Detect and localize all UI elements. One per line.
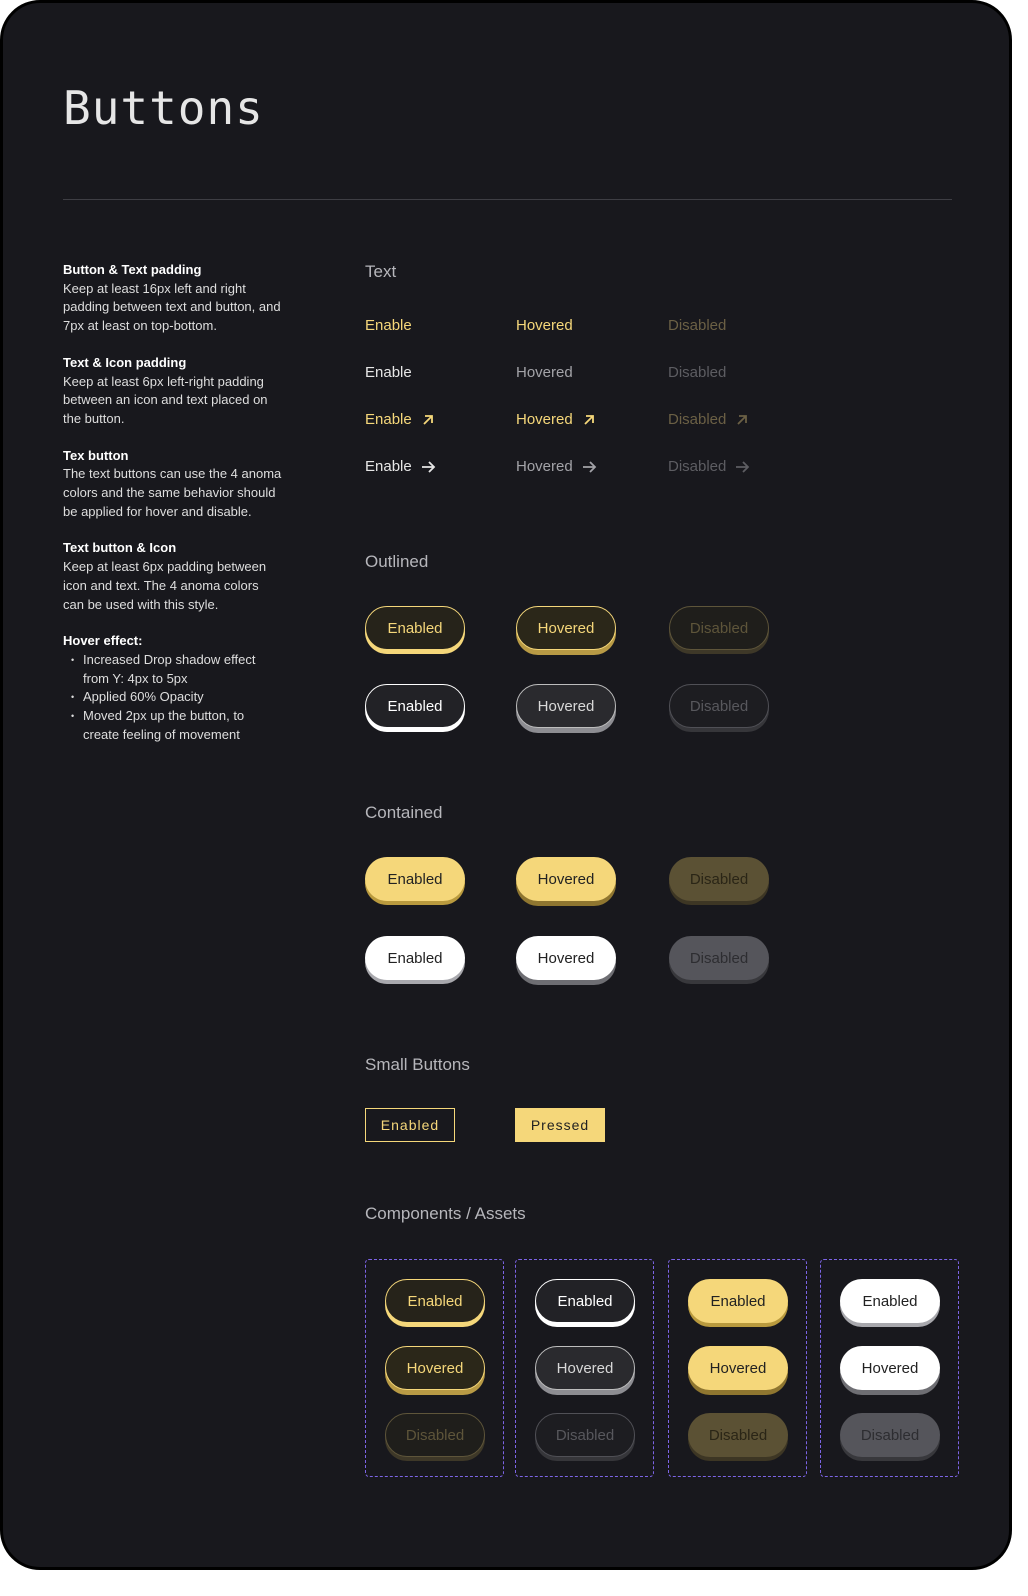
outlined-yellow-disabled-button[interactable]: Disabled xyxy=(669,606,769,650)
outlined-yellow-enabled-button[interactable]: Enabled xyxy=(365,606,465,650)
text-icon-button-white-hovered[interactable]: Hovered xyxy=(516,458,597,475)
list-item: • Increased Drop shadow effect from Y: 4px to 5px xyxy=(83,651,283,688)
text-button-yellow-hovered[interactable]: Hovered xyxy=(516,317,573,334)
component-set-contained-white xyxy=(820,1259,959,1477)
list-item: • Moved 2px up the button, to create feeling of movement xyxy=(83,707,283,744)
guideline-heading: Hover effect: xyxy=(63,633,143,649)
guideline-text-button-icon xyxy=(63,539,283,614)
arrow-up-right-icon xyxy=(734,412,750,428)
contained-white-hovered-button[interactable]: Hovered xyxy=(516,936,616,980)
text-icon-button-white-enabled[interactable]: Enable xyxy=(365,458,436,475)
text-icon-button-yellow-enabled[interactable]: Enable xyxy=(365,411,436,428)
text-icon-button-yellow-disabled[interactable]: Disabled xyxy=(668,411,750,428)
guideline-text-button xyxy=(63,447,283,522)
hover-effect-list xyxy=(63,651,283,745)
component-outlined-white-hovered[interactable]: Hovered xyxy=(535,1346,635,1390)
title-divider xyxy=(63,199,952,200)
arrow-up-right-icon xyxy=(420,412,436,428)
arrow-right-icon xyxy=(581,459,597,475)
text-button-white-hovered[interactable]: Hovered xyxy=(516,364,573,381)
small-enabled-button[interactable]: Enabled xyxy=(365,1108,455,1142)
component-outlined-yellow-hovered[interactable]: Hovered xyxy=(385,1346,485,1390)
outlined-white-enabled-button[interactable]: Enabled xyxy=(365,684,465,728)
section-title-components: Components / Assets xyxy=(365,1204,526,1223)
small-pressed-button[interactable]: Pressed xyxy=(515,1108,605,1142)
text-button-yellow-enabled[interactable]: Enable xyxy=(365,317,412,334)
component-contained-yellow-disabled[interactable]: Disabled xyxy=(688,1413,788,1457)
arrow-right-icon xyxy=(420,459,436,475)
guideline-body: Keep at least 6px padding between icon and text. The 4 anoma colors can be used with this style. xyxy=(63,559,267,612)
text-icon-button-white-disabled[interactable]: Disabled xyxy=(668,458,750,475)
component-set-outlined-yellow xyxy=(365,1259,504,1477)
guideline-heading: Button & Text padding xyxy=(63,262,202,277)
guideline-text-icon-padding xyxy=(63,354,283,429)
text-button-white-enabled[interactable]: Enable xyxy=(365,364,412,381)
section-title-text: Text xyxy=(365,262,397,281)
guideline-body: Keep at least 6px left-right padding between an icon and text placed on the button. xyxy=(63,373,268,426)
section-title-contained: Contained xyxy=(365,803,443,822)
outlined-yellow-hovered-button[interactable]: Hovered xyxy=(516,606,616,650)
contained-white-enabled-button[interactable]: Enabled xyxy=(365,936,465,980)
component-contained-yellow-hovered[interactable]: Hovered xyxy=(688,1346,788,1390)
component-contained-yellow-enabled[interactable]: Enabled xyxy=(688,1279,788,1323)
guideline-heading: Text & Icon padding xyxy=(63,354,187,370)
page-title: Buttons xyxy=(63,81,264,135)
text-button-yellow-disabled[interactable]: Disabled xyxy=(668,317,727,334)
guideline-body: Keep at least 16px left and right padding between text and button, and 7px at least on top-bottom. xyxy=(63,280,281,334)
component-set-contained-yellow xyxy=(668,1259,807,1477)
outlined-white-disabled-button[interactable]: Disabled xyxy=(669,684,769,728)
component-outlined-white-disabled[interactable]: Disabled xyxy=(535,1413,635,1457)
text-button-white-disabled[interactable]: Disabled xyxy=(668,364,727,381)
section-title-outlined: Outlined xyxy=(365,552,429,571)
contained-yellow-enabled-button[interactable]: Enabled xyxy=(365,857,465,901)
section-title-small-buttons: Small Buttons xyxy=(365,1055,470,1074)
text-icon-button-yellow-hovered[interactable]: Hovered xyxy=(516,411,597,428)
list-item: • Applied 60% Opacity xyxy=(83,688,283,707)
arrow-up-right-icon xyxy=(581,412,597,428)
guideline-hover-effect xyxy=(63,632,283,744)
guidelines-panel xyxy=(63,261,283,762)
component-outlined-white-enabled[interactable]: Enabled xyxy=(535,1279,635,1323)
guideline-heading: Text button & Icon xyxy=(63,540,177,556)
arrow-right-icon xyxy=(734,459,750,475)
component-outlined-yellow-disabled[interactable]: Disabled xyxy=(385,1413,485,1457)
guideline-button-text-padding xyxy=(63,261,283,336)
component-set-outlined-white xyxy=(515,1259,654,1477)
contained-yellow-hovered-button[interactable]: Hovered xyxy=(516,857,616,901)
component-contained-white-enabled[interactable]: Enabled xyxy=(840,1279,940,1323)
outlined-white-hovered-button[interactable]: Hovered xyxy=(516,684,616,728)
component-contained-white-hovered[interactable]: Hovered xyxy=(840,1346,940,1390)
contained-white-disabled-button[interactable]: Disabled xyxy=(669,936,769,980)
component-outlined-yellow-enabled[interactable]: Enabled xyxy=(385,1279,485,1323)
guideline-body: The text buttons can use the 4 anoma colors and the same behavior should be applied for hover and disable. xyxy=(63,466,282,519)
guideline-heading: Tex button xyxy=(63,447,129,463)
component-contained-white-disabled[interactable]: Disabled xyxy=(840,1413,940,1457)
contained-yellow-disabled-button[interactable]: Disabled xyxy=(669,857,769,901)
